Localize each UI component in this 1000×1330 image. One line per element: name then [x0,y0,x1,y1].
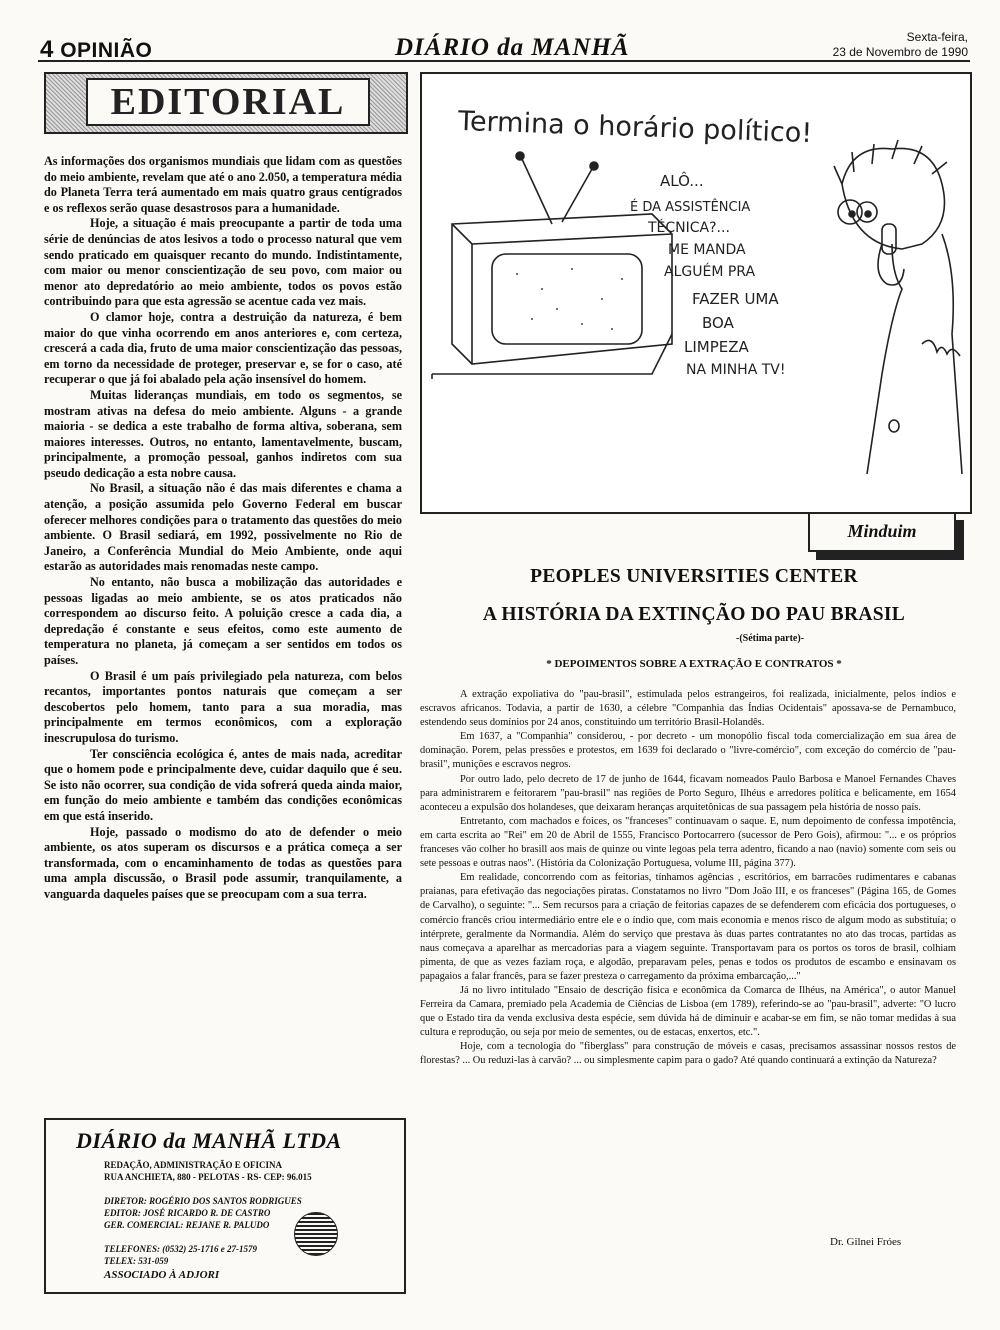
editorial-paragraph: Ter consciência ecológica é, antes de mais nada, acreditar que o homem pode e principalmente deve, cuidar daquilo que é seu. Se isto não ocorrer, sua condição de vida sofrerá queda ainda maior, em função do meio ambiente e também das condições econômicas em que está inserido. [44,746,402,823]
header-rule [38,60,970,62]
issue-date [833,30,968,60]
section-name: OPINIÃO [60,39,153,62]
cartoonist-tag [808,512,956,552]
speech-line: BOA [702,314,734,332]
speech-line: LIMPEZA [684,338,749,356]
article-signature: Dr. Gilnei Fróes [830,1236,902,1248]
article-paragraph: Entretanto, com machados e foices, os "franceses" continuavam o saque. E, num depoimento de confessa impotência, em carta escrita ao "Rei" em 20 de Abril de 1555, Francisco Portocarrero (sucessor de Pero Gois), afirmou: "... e os próprios franceses vão colher ho brasill aos mais de quinze ou vinte legoas pela terra adentro, ficando a nao (navio) somente com seis ou sete pessoas e outras naos". (História da Colonização Portuguesa, volume III, página 377). [420,815,956,870]
editorial-title: EDITORIAL [86,78,370,126]
page-number: 4 [40,36,54,63]
editorial-paragraph: No Brasil, a situação não é das mais diferentes e chama a atenção, a posição assumida pelo Governo Federal em buscar oferecer melhores condições para o tratamento das questões do meio ambiente. O Brasil sediará, em 1992, possivelmente no Rio de Janeiro, a Conferência Mundial do Meio Ambiente, onde aqui estarão as autoridades mais renomadas neste campo. [44,481,402,574]
weekday: Sexta-feira, [906,30,968,44]
article-title-2: A HISTÓRIA DA EXTINÇÃO DO PAU BRASIL [482,604,906,625]
article-title-1: PEOPLES UNIVERSITIES CENTER [530,566,858,587]
editor: EDITOR: JOSÉ RICARDO R. DE CASTRO [104,1208,271,1218]
article-paragraph: Em 1637, a "Companhia" considerou, - por decreto - um monopólio fiscal toda comercialização em sua área de dominação. Porem, pelas pressões e protestos, em 1639 foi declarado o "livre-comércio", com exceção do comércio de "pau-brasil", munições e escravos negros. [420,731,956,771]
speech-line: TÉCNICA?... [648,220,730,236]
adjori-logo [294,1212,338,1256]
speech-line: FAZER UMA [692,290,779,308]
speech-line: É DA ASSISTÊNCIA [630,200,751,215]
commercial-manager: GER. COMERCIAL: REJANE R. PALUDO [104,1220,270,1230]
date: 23 de Novembro de 1990 [832,45,968,59]
speech-line: ALÔ... [660,172,704,190]
article-paragraph: Por outro lado, pelo decreto de 17 de junho de 1644, ficavam nomeados Paulo Barbosa e Manoel Fernandes Chaves para administrarem e feitorarem "pau-brasil" nas regiões de Porto Seguro, Ilhéus e arredores política e belicamente, em 1654 aconteceu a expulsão dos holandeses, que deixaram heranças arquitetônicas de sua passagem pela história de nosso país. [420,773,956,813]
association: ASSOCIADO À ADJORI [104,1269,220,1281]
editorial-paragraph: As informações dos organismos mundiais que lidam com as questões do meio ambiente, revelam que até o ano 2.050, a temperatura média do Planeta Terra terá aumentado em mais quatro graus centígrados e os reflexos serão quase desastrosos para a humanidade. [44,154,402,215]
masthead-box [44,1118,406,1294]
speech-line: ALGUÉM PRA [664,264,756,280]
speech-line: NA MINHA TV! [686,362,786,378]
phones: TELEFONES: (0532) 25-1716 e 27-1579 [104,1244,257,1254]
editorial-body [44,154,402,903]
company-name: DIÁRIO da MANHÃ LTDA [76,1128,342,1153]
article-section-heading: * DEPOIMENTOS SOBRE A EXTRAÇÃO E CONTRATOS * [546,658,842,670]
editorial-paragraph: Hoje, passado o modismo do ato de defender o meio ambiente, os atos superam os discursos e a prática começa a ser transformada, com o encaminhamento de todas as questões para uma ampla discussão, o Brasil pode assumir, tranquilamente, a vanguarda daqueles países que se preocupam com a sua terra. [44,824,402,901]
editorial-paragraph: Muitas lideranças mundiais, em todo os segmentos, se mostram ativas na defesa do meio ambiente. Alguns - a grande maioria - se dedica a este trabalho de forma altiva, soberana, sem maiores interesses. Outros, no entanto, lamentavelmente, buscam, principalmente, a promoção pessoal, ganhos indiretos com sua pseudo dedicação a esta nobre causa. [44,387,402,480]
cartoonist-name: Minduim [847,521,917,541]
address-line-1: REDAÇÃO, ADMINISTRAÇÃO E OFICINA [104,1160,283,1170]
newspaper-name: DIÁRIO da MANHÃ [395,34,630,61]
cartoon-panel [420,72,972,514]
article-body [420,688,956,1069]
telex: TELEX: 531-059 [104,1256,169,1266]
cartoon-caption: Termina o horário político! [457,105,813,150]
article-paragraph: Já no livro intitulado "Ensaio de descrição física e econômica da Comarca de Ilhéus, na América", o autor Manuel Ferreira da Camara, premiado pela Academia de Ciências de Lisboa (em 1789), referindo-se ao "pau-brasil", adverte: "O lucro que o Estado tira da venda exclusiva desta espécie, sem dúvida há de diminuir e acabar-se em fim, se não tomar medidas à sua cultura e reprodução, ou seja por meio de sementes, ou de estacas, enxertos, etc.". [420,984,956,1039]
article-paragraph: A extração expoliativa do "pau-brasil", estimulada pelos estrangeiros, foi realizada, inicialmente, pelos índios e escravos africanos. Todavia, a partir de 1630, a célebre "Companhia das Índias Ocidentais" apossava-se de Pernambuco, estendendo seus domínios por 24 anos, constituindo um território Brasil-Holandês. [420,689,956,729]
article-part: -(Sétima parte)- [736,633,805,644]
article-paragraph: Hoje, com a tecnologia do "fiberglass" para construção de móveis e casas, precisamos assassinar nossos restos de florestas? ... Ou reduzi-las à carvão? ... ou simplesmente capim para o gado? Até quando continuará a extinção da Natureza? [420,1041,956,1067]
editorial-banner [44,72,408,134]
address-line-2: RUA ANCHIETA, 880 - PELOTAS - RS- CEP: 96.015 [104,1172,312,1182]
editorial-paragraph: O Brasil é um país privilegiado pela natureza, com belos recantos, importantes pontos naturais que começam a ser descobertos pelo homem, tanto para a sua moradia, mas principalmente em termos econômicos, com a exploração inescrupulosa do turismo. [44,668,402,745]
speech-line: ME MANDA [668,242,746,258]
editorial-paragraph: O clamor hoje, contra a destruição da natureza, é bem maior do que vinha ocorrendo em anos anteriores e, com certeza, crescerá a cada dia, fruto de uma maior conscientização das pessoas, em torno da necessidade de proteger, preservar e, se for o caso, até recuperar o que já foi abalado pela ação insensível do homem. [44,309,402,387]
director: DIRETOR: ROGÉRIO DOS SANTOS RODRIGUES [104,1196,302,1206]
editorial-paragraph: No entanto, não busca a mobilização das autoridades e pessoas ligadas ao meio ambiente, se os atos praticados não correspondem ao discurso feito. A poluição cresce a cada dia, a depredação é constante e seus efeitos, como este aumento de temperatura no planeta, já começam a ser sentidos em todos os países. [44,575,402,667]
editorial-paragraph: Hoje, a situação é mais preocupante a partir de toda uma série de denúncias de atos lesivos a todo o processo natural que vem sendo praticado em quaisquer recanto do mundo. Indistintamente, com maior ou menor conscientização de seu povo, com maior ou menor ato depredatório ao meio ambiente, todos os povos estão contribuindo para que esta agressão se acentue cada vez mais. [44,216,402,309]
article-paragraph: Em realidade, concorrendo com as feitorias, tínhamos agências , escritórios, em barracões rudimentares e cabanas praianas, para efetivação das negociações piratas. Constatamos no livro "Dom João III, e os franceses" (Página 165, de Gomes de Carvalho), o seguinte: "... Sem recursos para a criação de feitorias capazes de se defenderem com eficácia dos portugueses, o comércio francês criou intermediário entre ele e o índio que, com mais economia e menos risco de algum modo as substituía; o intérprete, geralmente da Normandia. Além do serviço que prestava às duas partes contratantes no ato das trocas, partidas as naus começava a aparelhar as mercadorias para a viagem seguinte. Transportavam para os portos os toros de brasil, colhiam pimenta, de que as vezes faziam roça, e algodão, preparavam peles, penas e todos os produtos de escambo e ensinavam os papagaios a falar francês, para se fazer presteza o carregamento da próxima embarcação,..." [420,872,956,982]
